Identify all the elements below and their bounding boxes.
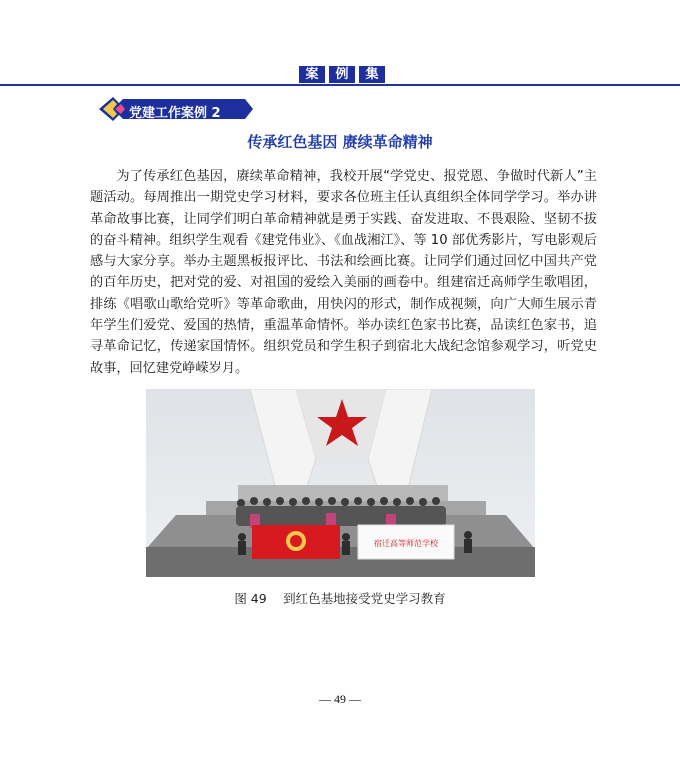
figure-caption: 图 49 到红色基地接受党史学习教育	[234, 591, 446, 606]
photo-red-base	[146, 389, 535, 577]
body-paragraph: 为了传承红色基因，赓续革命精神，我校开展“学党史、报党恩、争做时代新人”主题活动。每周推出一期党史学习材料，要求各位班主任认真组织全体同学学习。举办讲革命故事比赛，让同学们明白革命精神就是勇于实践、奋发进取、不畏艰险、坚韧不拔的奋斗精神。组织学生观看《建党伟业》、《血战湘江》、等 10 部优秀影片，写电影观后感与大家分享。举办主题黑板报评比、书法和绘画比赛。让同学们通过回忆中国共产党的百年历史，把对党的爱、对祖国的爱绘入美丽的画卷中。组建宿迁高师学生歌唱团，排练《唱歌山歌给党听》等革命歌曲，用快闪的形式，制作成视频，向广大师生展示青年学生们爱党、爱国的热情，重温革命情怀。举办读红色家书比赛，品读红色家书，追寻革命记忆，传递家国情怀。组织党员和学生积子到宿北大战纪念馆参观学习，听党史故事，回忆建党峥嵘岁月。	[90, 169, 597, 376]
photo-banner-text: 宿迁高等师范学校	[374, 539, 438, 548]
case-label-banner	[95, 94, 255, 124]
header-tile: 集	[359, 66, 385, 83]
page-number: — 49 —	[319, 692, 361, 706]
header-rule	[0, 84, 680, 86]
case-label: 党建工作案例 2	[129, 106, 221, 121]
header-tile: 例	[329, 66, 355, 83]
article-title: 传承红色基因 赓续革命精神	[247, 133, 433, 151]
running-header	[0, 60, 680, 88]
group-photo-image	[146, 389, 535, 577]
header-tile: 案	[299, 66, 325, 83]
header-title	[299, 66, 385, 83]
